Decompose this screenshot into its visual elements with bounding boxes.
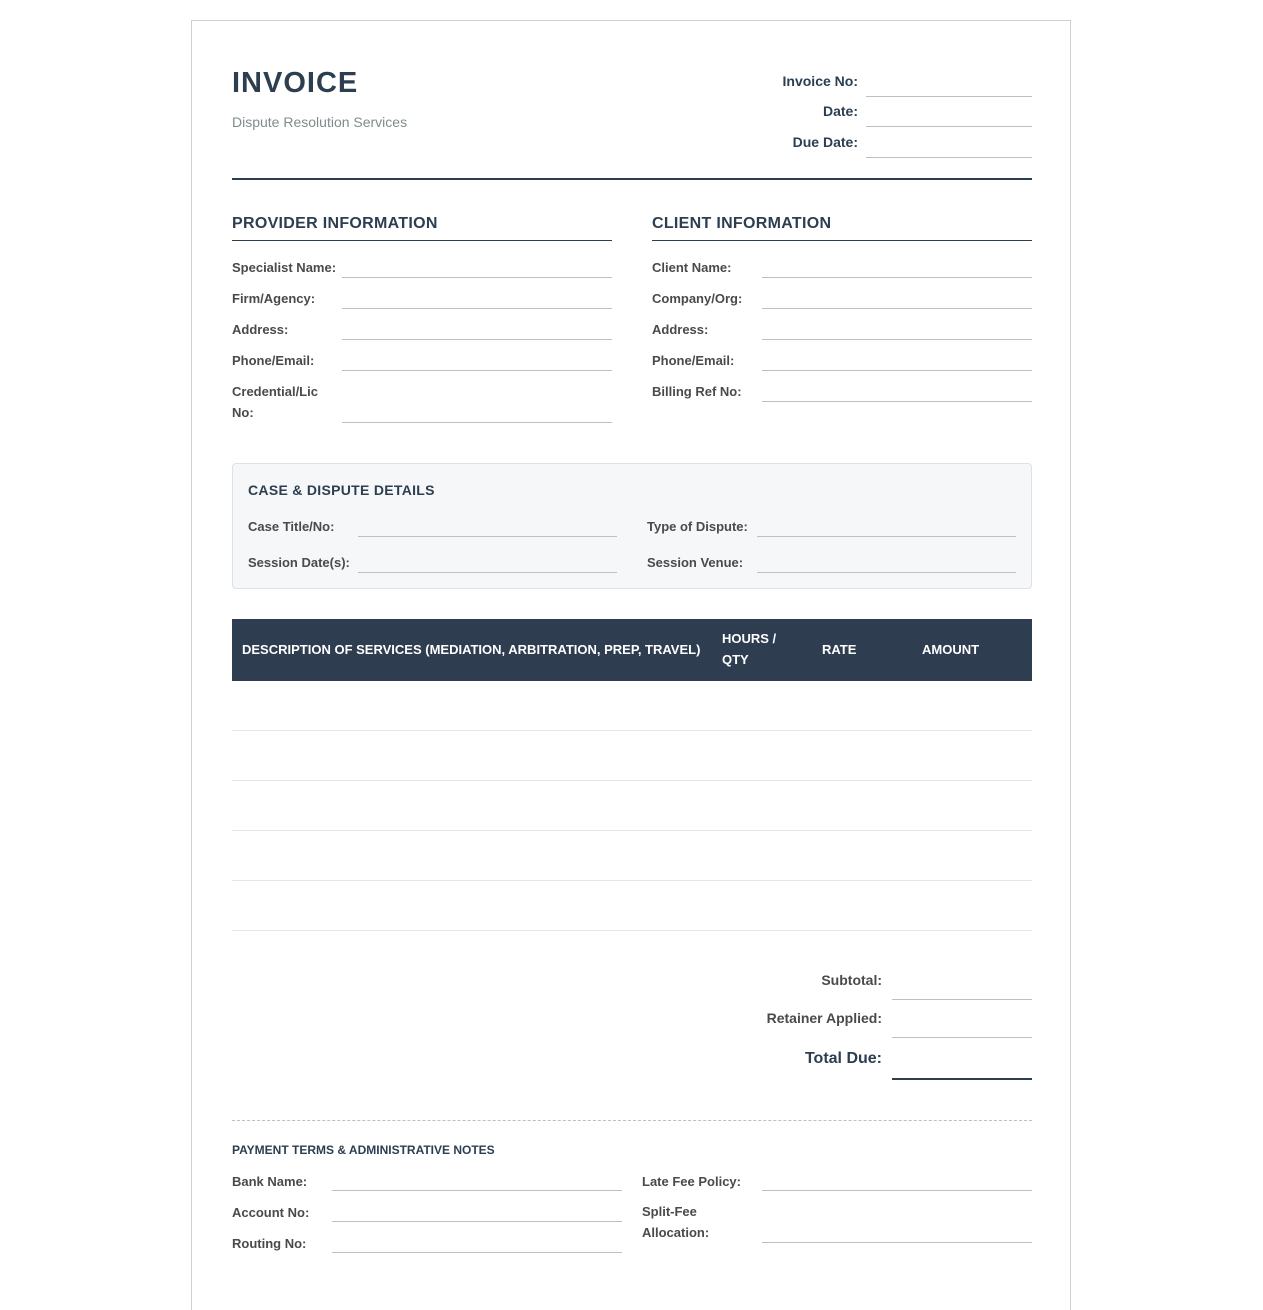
session-dates-label: Session Date(s): (248, 555, 350, 570)
late-fee-field[interactable] (762, 1190, 1032, 1191)
split-fee-field[interactable] (762, 1242, 1032, 1243)
invoice-title: INVOICE (232, 67, 359, 99)
client-phone-email-label: Phone/Email: (652, 353, 735, 368)
payment-divider (232, 1120, 1032, 1121)
table-row[interactable] (232, 730, 1032, 731)
bank-name-label: Bank Name: (232, 1174, 308, 1189)
account-no-field[interactable] (332, 1221, 622, 1222)
client-section-rule (652, 240, 1032, 241)
date-field[interactable] (866, 126, 1032, 127)
invoice-page (191, 20, 1071, 1310)
subtotal-label: Subtotal: (821, 972, 882, 988)
table-row[interactable] (232, 830, 1032, 831)
table-row[interactable] (232, 880, 1032, 881)
client-section-title: CLIENT INFORMATION (652, 215, 832, 232)
bank-name-field[interactable] (332, 1190, 622, 1191)
th-amount: AMOUNT (922, 642, 980, 657)
client-address-label: Address: (652, 322, 709, 337)
case-title-field[interactable] (358, 536, 617, 537)
client-name-label: Client Name: (652, 260, 732, 275)
invoice-subtitle: Dispute Resolution Services (232, 114, 408, 130)
provider-section-title: PROVIDER INFORMATION (232, 215, 438, 232)
retainer-label: Retainer Applied: (766, 1010, 882, 1026)
th-hours-qty: HOURS / QTY (722, 631, 777, 667)
invoice-no-label: Invoice No: (782, 73, 858, 89)
client-name-field[interactable] (762, 277, 1032, 278)
subtotal-field[interactable] (892, 999, 1032, 1000)
specialist-name-field[interactable] (342, 277, 612, 278)
session-venue-label: Session Venue: (647, 555, 744, 570)
company-org-field[interactable] (762, 308, 1032, 309)
table-row[interactable] (232, 930, 1032, 931)
split-fee-label: Split-Fee Allocation: (642, 1204, 710, 1240)
due-date-label: Due Date: (792, 134, 858, 150)
date-label: Date: (822, 103, 858, 119)
case-details-box (232, 463, 1032, 589)
total-due-field[interactable] (892, 1078, 1032, 1080)
invoice-no-field[interactable] (866, 96, 1032, 97)
billing-ref-field[interactable] (762, 401, 1032, 402)
client-address-field[interactable] (762, 339, 1032, 340)
provider-address-field[interactable] (342, 339, 612, 340)
th-rate: RATE (822, 642, 857, 657)
specialist-name-label: Specialist Name: (232, 260, 337, 275)
case-title-label: Case Title/No: (248, 519, 335, 534)
total-due-label: Total Due: (804, 1050, 882, 1067)
table-row[interactable] (232, 780, 1032, 781)
provider-phone-email-field[interactable] (342, 370, 612, 371)
payment-section-title: PAYMENT TERMS & ADMINISTRATIVE NOTES (232, 1143, 495, 1157)
header-divider (232, 178, 1032, 180)
case-section-title: CASE & DISPUTE DETAILS (248, 482, 435, 498)
provider-address-label: Address: (232, 322, 289, 337)
firm-agency-field[interactable] (342, 308, 612, 309)
company-org-label: Company/Org: (652, 291, 743, 306)
late-fee-label: Late Fee Policy: (642, 1174, 741, 1189)
billing-ref-label: Billing Ref No: (652, 384, 742, 399)
firm-agency-label: Firm/Agency: (232, 291, 316, 306)
client-phone-email-field[interactable] (762, 370, 1032, 371)
account-no-label: Account No: (232, 1205, 310, 1220)
provider-phone-email-label: Phone/Email: (232, 353, 315, 368)
retainer-field[interactable] (892, 1037, 1032, 1038)
routing-no-label: Routing No: (232, 1236, 307, 1251)
session-venue-field[interactable] (757, 572, 1016, 573)
due-date-field[interactable] (866, 157, 1032, 158)
session-dates-field[interactable] (358, 572, 617, 573)
dispute-type-label: Type of Dispute: (647, 519, 748, 534)
routing-no-field[interactable] (332, 1252, 622, 1253)
provider-section-rule (232, 240, 612, 241)
services-table-header (232, 619, 1032, 681)
credential-label: Credential/Lic No: (232, 384, 318, 420)
credential-field[interactable] (342, 422, 612, 423)
dispute-type-field[interactable] (757, 536, 1016, 537)
th-description: DESCRIPTION OF SERVICES (MEDIATION, ARBITRATION, PREP, TRAVEL) (242, 642, 701, 657)
